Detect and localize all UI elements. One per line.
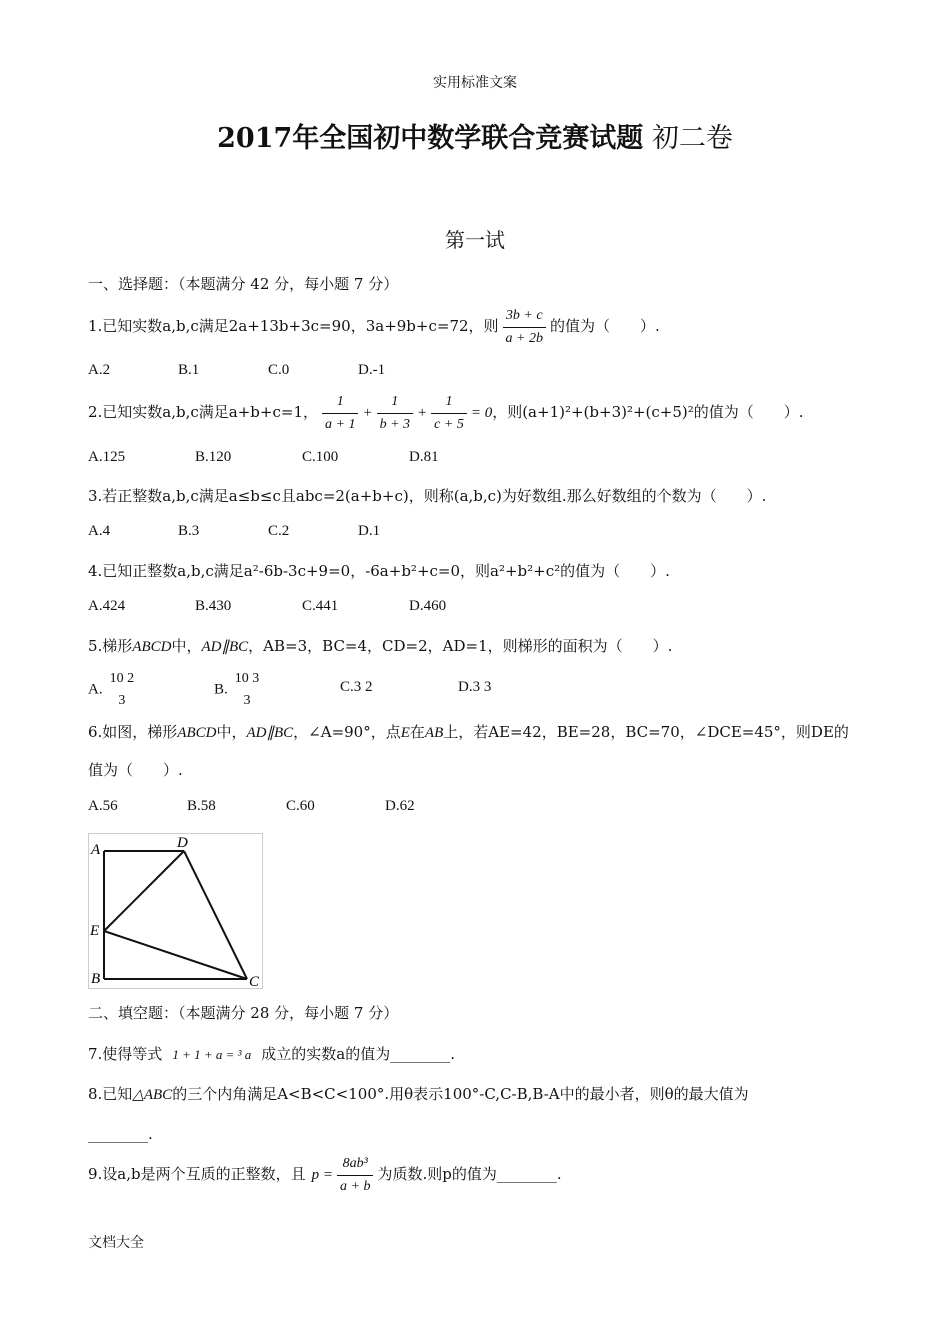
exam-part-title: 第一试 (445, 228, 505, 252)
q6-option-c: C.60 (286, 798, 315, 814)
q5-option-a-label: A. (88, 681, 103, 698)
question-6-line-2: 值为（ ）. (88, 761, 183, 779)
q2-frac2-num: 1 (377, 393, 413, 414)
q5-option-b-frac (232, 670, 263, 710)
q2-frac1-num: 1 (322, 393, 358, 414)
q5-option-a-frac (107, 670, 138, 710)
q1-fraction-numerator: 3b + c (503, 307, 546, 328)
q4-option-b: B.430 (195, 598, 232, 614)
q8-text-a: 8.已知 (88, 1085, 133, 1103)
q7-equation: 1 + 1 + a = ³ a (172, 1047, 252, 1062)
q1-fraction (503, 307, 546, 348)
question-6 (88, 722, 849, 743)
q3-option-b: B.3 (178, 523, 200, 539)
page-title (0, 116, 950, 155)
q2-option-d: D.81 (409, 449, 439, 465)
q2-fraction-2 (377, 393, 413, 434)
q1-tail: 的值为（ ）. (549, 317, 660, 335)
q5-option-b (214, 670, 266, 710)
q2-equals: = 0 (470, 405, 493, 421)
trapezoid-diagram (89, 834, 262, 988)
q8-triangle: △ABC (132, 1087, 173, 1103)
question-1 (88, 306, 660, 348)
question-9 (88, 1152, 562, 1197)
question-8-blank: ________. (88, 1125, 153, 1143)
q5-a-num: 10 2 (109, 671, 135, 686)
label-a: A (91, 842, 101, 858)
q6-text-d: 在 (409, 723, 425, 741)
question-2 (88, 392, 804, 434)
q9-fraction-numerator: 8ab³ (337, 1155, 373, 1176)
q6-text-c: ，∠A=90°，点 (293, 723, 401, 741)
q1-option-c: C.0 (268, 362, 290, 378)
q9-tail: 为质数.则p的值为________. (377, 1165, 562, 1183)
q2-frac1-den: a + 1 (325, 416, 356, 432)
title-main: 2017年全国初中数学联合竞赛试题 (217, 123, 644, 154)
q6-option-d: D.62 (385, 798, 415, 814)
label-b: B (91, 971, 101, 987)
section-1-heading: 一、选择题：（本题满分 42 分，每小题 7 分） (88, 275, 399, 293)
label-d: D (177, 835, 188, 851)
q5-parallel: AD∥BC (201, 639, 249, 655)
q1-option-a: A.2 (88, 362, 111, 378)
question-5 (88, 636, 672, 657)
q6-option-a: A.56 (88, 798, 118, 814)
q9-fraction (337, 1155, 373, 1196)
question-7 (88, 1044, 455, 1065)
q1-text: 1.已知实数a,b,c满足2a+13b+3c=90，3a+9b+c=72，则 (88, 317, 499, 335)
q9-text: 9.设a,b是两个互质的正整数，且 (88, 1165, 306, 1183)
q2-option-b: B.120 (195, 449, 232, 465)
q2-text: 2.已知实数a,b,c满足a+b+c=1， (88, 403, 318, 421)
q2-frac3-num: 1 (431, 393, 467, 414)
q5-option-a (88, 670, 141, 710)
page-header: 实用标准文案 (433, 75, 517, 91)
q9-p-equals: p = (311, 1167, 334, 1183)
q4-option-d: D.460 (409, 598, 447, 614)
q1-fraction-denominator: a + 2b (505, 330, 543, 346)
q6-segment-ab: AB (424, 725, 444, 741)
q5-a-den: 3 (118, 693, 126, 708)
q1-option-b: B.1 (178, 362, 200, 378)
q5-b-den: 3 (243, 693, 251, 708)
q2-option-a: A.125 (88, 449, 126, 465)
q3-option-d: D.1 (358, 523, 381, 539)
q2-plus-2: + (417, 405, 428, 421)
title-suffix: 初二卷 (643, 123, 733, 154)
q5-b-num: 10 3 (234, 671, 260, 686)
q2-frac3-den: c + 5 (434, 416, 464, 432)
q2-option-c: C.100 (302, 449, 339, 465)
q5-text-c: ，AB=3，BC=4，CD=2，AD=1，则梯形的面积为（ ）. (248, 637, 673, 655)
q8-text-b: 的三个内角满足A<B<C<100°.用θ表示100°-C,C-B,B-A中的最小者，则θ的最大值为 (172, 1085, 749, 1103)
q6-parallel: AD∥BC (246, 725, 294, 741)
label-e: E (90, 923, 100, 939)
q3-option-a: A.4 (88, 523, 111, 539)
q2-frac2-den: b + 3 (379, 416, 411, 432)
q3-option-c: C.2 (268, 523, 290, 539)
segment-ed (104, 851, 184, 931)
q7-tail: 成立的实数a的值为________. (261, 1045, 455, 1063)
q2-plus-1: + (362, 405, 373, 421)
q6-option-b: B.58 (187, 798, 216, 814)
q1-option-d: D.-1 (358, 362, 386, 378)
page-footer: 文档大全 (88, 1235, 144, 1251)
trapezoid-figure (88, 833, 263, 989)
q2-tail: ，则(a+1)²+(b+3)²+(c+5)²的值为（ ）. (492, 403, 804, 421)
q6-text-b: 中， (216, 723, 247, 741)
q5-option-d: D.3 3 (458, 679, 492, 695)
q6-text-a: 6.如图，梯形 (88, 723, 178, 741)
q4-option-c: C.441 (302, 598, 339, 614)
q5-text-b: 中， (171, 637, 202, 655)
q5-option-b-label: B. (214, 681, 228, 698)
q5-option-c: C.3 2 (340, 679, 373, 695)
label-c: C (249, 974, 260, 988)
q5-abcd: ABCD (132, 639, 172, 655)
segment-ec (104, 931, 247, 979)
q6-text-e: 上，若AE=42，BE=28，BC=70，∠DCE=45°，则DE的 (443, 723, 849, 741)
segment-dc (184, 851, 247, 979)
q4-option-a: A.424 (88, 598, 126, 614)
q9-fraction-denominator: a + b (340, 1178, 371, 1194)
question-3: 3.若正整数a,b,c满足a≤b≤c且abc=2(a+b+c)，则称(a,b,c)为好数组.那么好数组的个数为（ ）. (88, 487, 767, 505)
q2-fraction-3 (431, 393, 467, 434)
section-2-heading: 二、填空题：（本题满分 28 分，每小题 7 分） (88, 1004, 399, 1022)
q6-abcd: ABCD (177, 725, 217, 741)
q7-text: 7.使得等式 (88, 1045, 163, 1063)
q2-fraction-1 (322, 393, 358, 434)
q6-point-e: E (400, 725, 410, 741)
question-4: 4.已知正整数a,b,c满足a²-6b-3c+9=0，-6a+b²+c=0，则a²+b²+c²的值为（ ）. (88, 562, 670, 580)
q5-text-a: 5.梯形 (88, 637, 133, 655)
question-8 (88, 1084, 749, 1105)
